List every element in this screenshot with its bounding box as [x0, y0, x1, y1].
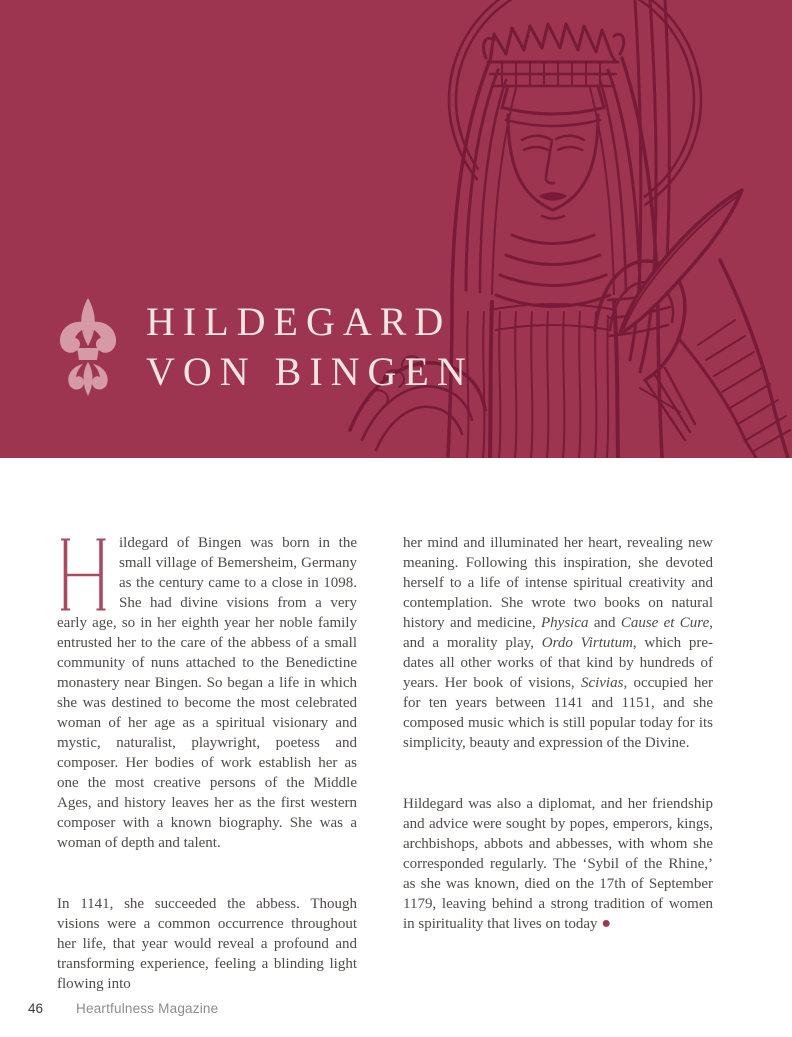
right-p1-seg-5-italic: Ordo Virtutum	[541, 635, 633, 651]
article-body	[0, 533, 792, 994]
right-p2-text: Hildegard was also a diplomat, and her friendship and advice were sought by popes, emperors, kings, archbishops, abbots and abbesses, with whom she corresponded regularly. The ‘Sybil of the Rhine,’ as she was known, died on the 17th of September 1179, leaving behind a strong tradition of women in spirituality that lives on today	[403, 796, 713, 932]
right-paragraph-1	[403, 533, 713, 753]
drop-cap-h	[59, 537, 107, 597]
right-paragraph-2	[403, 794, 713, 934]
right-p1-seg-4: , and a morality play,	[403, 615, 713, 651]
page-title	[146, 297, 474, 397]
right-p1-seg-3-italic: Cause et Cure	[620, 615, 710, 631]
right-p1-seg-2: and	[588, 615, 621, 631]
page-number: 46	[28, 1001, 44, 1016]
left-column	[57, 533, 357, 994]
right-p1-seg-0: her mind and illuminated her heart, revealing new meaning. Following this inspiration, she devoted herself to a life of intense spiritual creativity and contemplation. She wrote two books on natural history and medicine,	[403, 535, 713, 631]
fleur-de-lis-icon	[57, 296, 119, 398]
title-line-1: HILDEGARD	[146, 299, 452, 344]
left-paragraph-2: In 1141, she succeeded the abbess. Though visions were a common occurrence throughout her life, that year would reveal a profound and transforming experience, feeling a blinding light flowing into	[57, 896, 357, 992]
banner	[0, 0, 792, 458]
left-paragraph-1-text: ildegard of Bingen was born in the small village of Bemersheim, Germany as the century came to a close in 1098. She had divine visions from a very early age, so in her eighth year her noble family entrusted her to the care of the abbess of a small community of nuns attached to the Benedictine monastery near Bingen. So began a life in which she was destined to become the most celebrated woman of her age as a spiritual visionary and mystic, naturalist, playwright, poetess and composer. Her bodies of work establish her as one the most creative persons of the Middle Ages, and history leaves her as the first western composer with a known biography. She was a woman of depth and talent.	[57, 535, 357, 851]
page-footer	[28, 1001, 218, 1016]
left-paragraph-1	[57, 533, 357, 853]
magazine-name: Heartfulness Magazine	[76, 1001, 219, 1016]
right-p1-seg-7-italic: Scivias	[580, 675, 624, 691]
right-p1-seg-6: , which pre-dates all other works of that kind by hundreds of years. Her book of visions,	[403, 635, 713, 691]
title-line-2: VON BINGEN	[146, 349, 474, 394]
banner-brand	[57, 296, 474, 398]
right-p1-seg-1-italic: Physica	[541, 615, 589, 631]
right-column	[403, 533, 713, 994]
right-p1-seg-8: , occupied her for ten years between 1141 and 1151, and she composed music which is still popular today for its simplicity, beauty and expression of the Divine.	[403, 675, 713, 751]
end-bullet: ●	[601, 915, 611, 932]
